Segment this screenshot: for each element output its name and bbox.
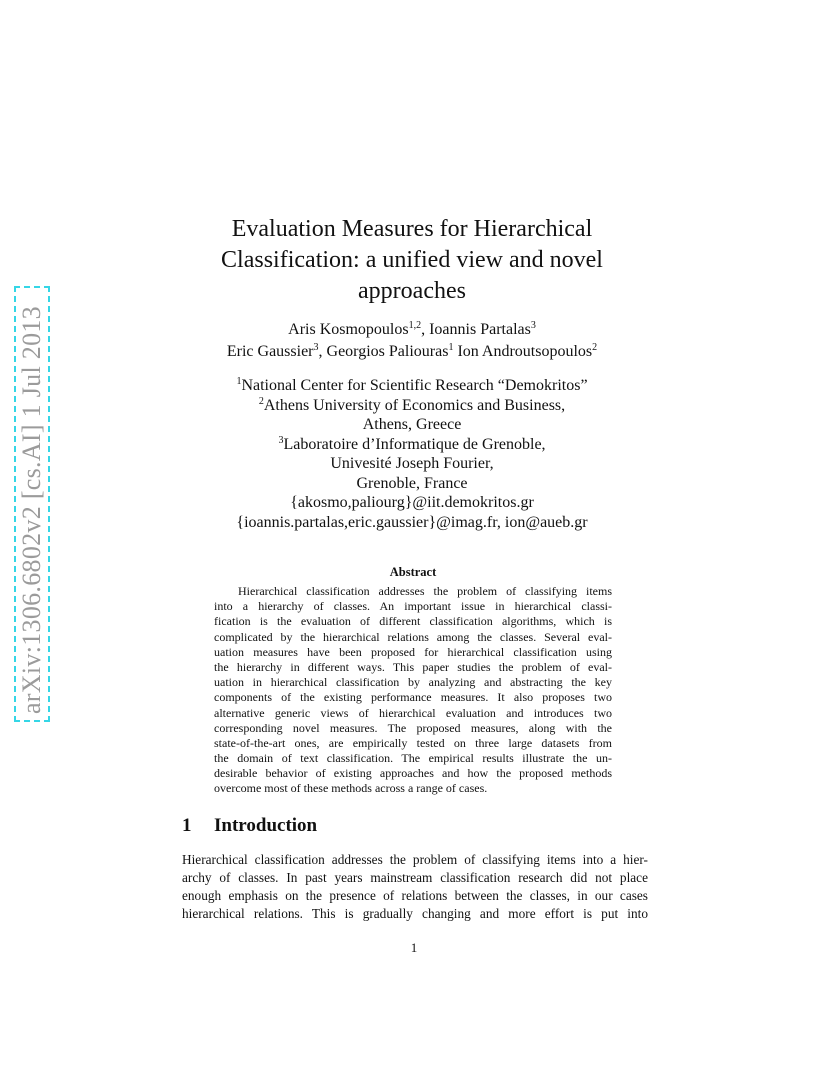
author-affiliation-mark: 2 [592, 342, 598, 353]
body-line: hierarchical relations. This is gradually changing and more effort is put into [182, 906, 648, 921]
author-line [180, 341, 644, 363]
abstract-line: into a hierarchy of classes. An important issue in hierarchical classi- [214, 599, 612, 614]
body-line: enough emphasis on the presence of relations between the classes, in our cases [182, 888, 648, 903]
title-line: approaches [358, 278, 466, 304]
affiliations [170, 376, 654, 532]
body-line: archy of classes. In past years mainstream classification research did not place [182, 870, 648, 885]
author-list [180, 319, 644, 363]
author-affiliation-mark: 3 [530, 320, 536, 331]
abstract-line: uation measures have been proposed for hierarchical classification using [214, 644, 612, 659]
affiliation-line [170, 396, 654, 416]
abstract-line: corresponding novel measures. The proposed measures, along with the [214, 720, 612, 735]
affiliation-line [170, 435, 654, 455]
affiliation-mark: 1 [236, 376, 242, 387]
author-affiliation-mark: 3 [313, 342, 319, 353]
body-line: Hierarchical classification addresses the problem of classifying items into a hier- [182, 852, 648, 867]
affiliation-city: Athens, Greece [362, 416, 462, 433]
abstract-heading: Abstract [389, 565, 437, 579]
abstract-line: uation in hierarchical classification by analyzing and abstracting the key [214, 675, 612, 690]
abstract-line: fication is the evaluation of different classification algorithms, which is [214, 614, 612, 629]
affiliation-mark: 2 [258, 395, 264, 407]
author-name: Ion Androutsopoulos [457, 343, 593, 360]
section-title: Introduction [214, 815, 318, 836]
title-line: Evaluation Measures for Hierarchical [231, 216, 593, 242]
section-body [182, 851, 648, 923]
affiliation-line [170, 376, 654, 396]
section-heading [182, 814, 482, 838]
affiliation-name: Athens University of Economics and Business, [263, 396, 566, 414]
abstract-line: desirable behavior of existing approaches and how the proposed methods [214, 766, 612, 781]
abstract-line: the domain of text classification. The empirical results illustrate the un- [214, 751, 612, 766]
affiliation-name: National Center for Scientific Research “Demokritos” [241, 377, 588, 394]
section-number: 1 [182, 815, 192, 836]
paper-title [190, 214, 634, 307]
abstract-line: Hierarchical classification addresses the problem of classifying items [214, 584, 612, 598]
author-affiliation-mark: 1,2 [408, 320, 422, 331]
author-affiliation-mark: 1 [448, 342, 454, 353]
page-number: 1 [410, 940, 418, 955]
author-name: Eric Gaussier [226, 343, 314, 360]
abstract-line: overcome most of these methods across a range of cases. [214, 781, 488, 796]
affiliation-city: Grenoble, France [356, 474, 468, 492]
author-name: Ioannis Partalas [429, 321, 531, 338]
abstract-line: the hierarchy in different ways. This paper studies the problem of eval- [214, 659, 612, 674]
author-name: Aris Kosmopoulos [288, 321, 409, 338]
abstract-line: components of the existing performance measures. It also proposes two [214, 690, 612, 705]
abstract-line: alternative generic views of hierarchical evaluation and introduces two [214, 705, 612, 720]
author-separator: , [421, 321, 430, 338]
author-line [180, 319, 644, 341]
author-separator: , [318, 343, 327, 360]
affiliation-name: Laboratoire d’Informatique de Grenoble, [283, 435, 546, 453]
abstract-line: complicated by the hierarchical relations among the classes. Several eval- [214, 629, 612, 644]
email-line: {ioannis.partalas,eric.gaussier}@imag.fr, ion@aueb.gr [236, 513, 588, 531]
abstract-line: state-of-the-art ones, are empirically tested on three large datasets from [214, 735, 612, 750]
author-name: Georgios Paliouras [326, 343, 449, 360]
email-line: {akosmo,paliourg}@iit.demokritos.gr [290, 494, 534, 511]
abstract-body [214, 584, 612, 797]
title-line: Classification: a unified view and novel [221, 247, 603, 273]
arxiv-stamp-text: arXiv:1306.6802v2 [cs.AI] 1 Jul 2013 [17, 306, 46, 714]
affiliation-mark: 3 [278, 434, 284, 446]
affiliation-university: Univesité Joseph Fourier, [330, 455, 494, 472]
